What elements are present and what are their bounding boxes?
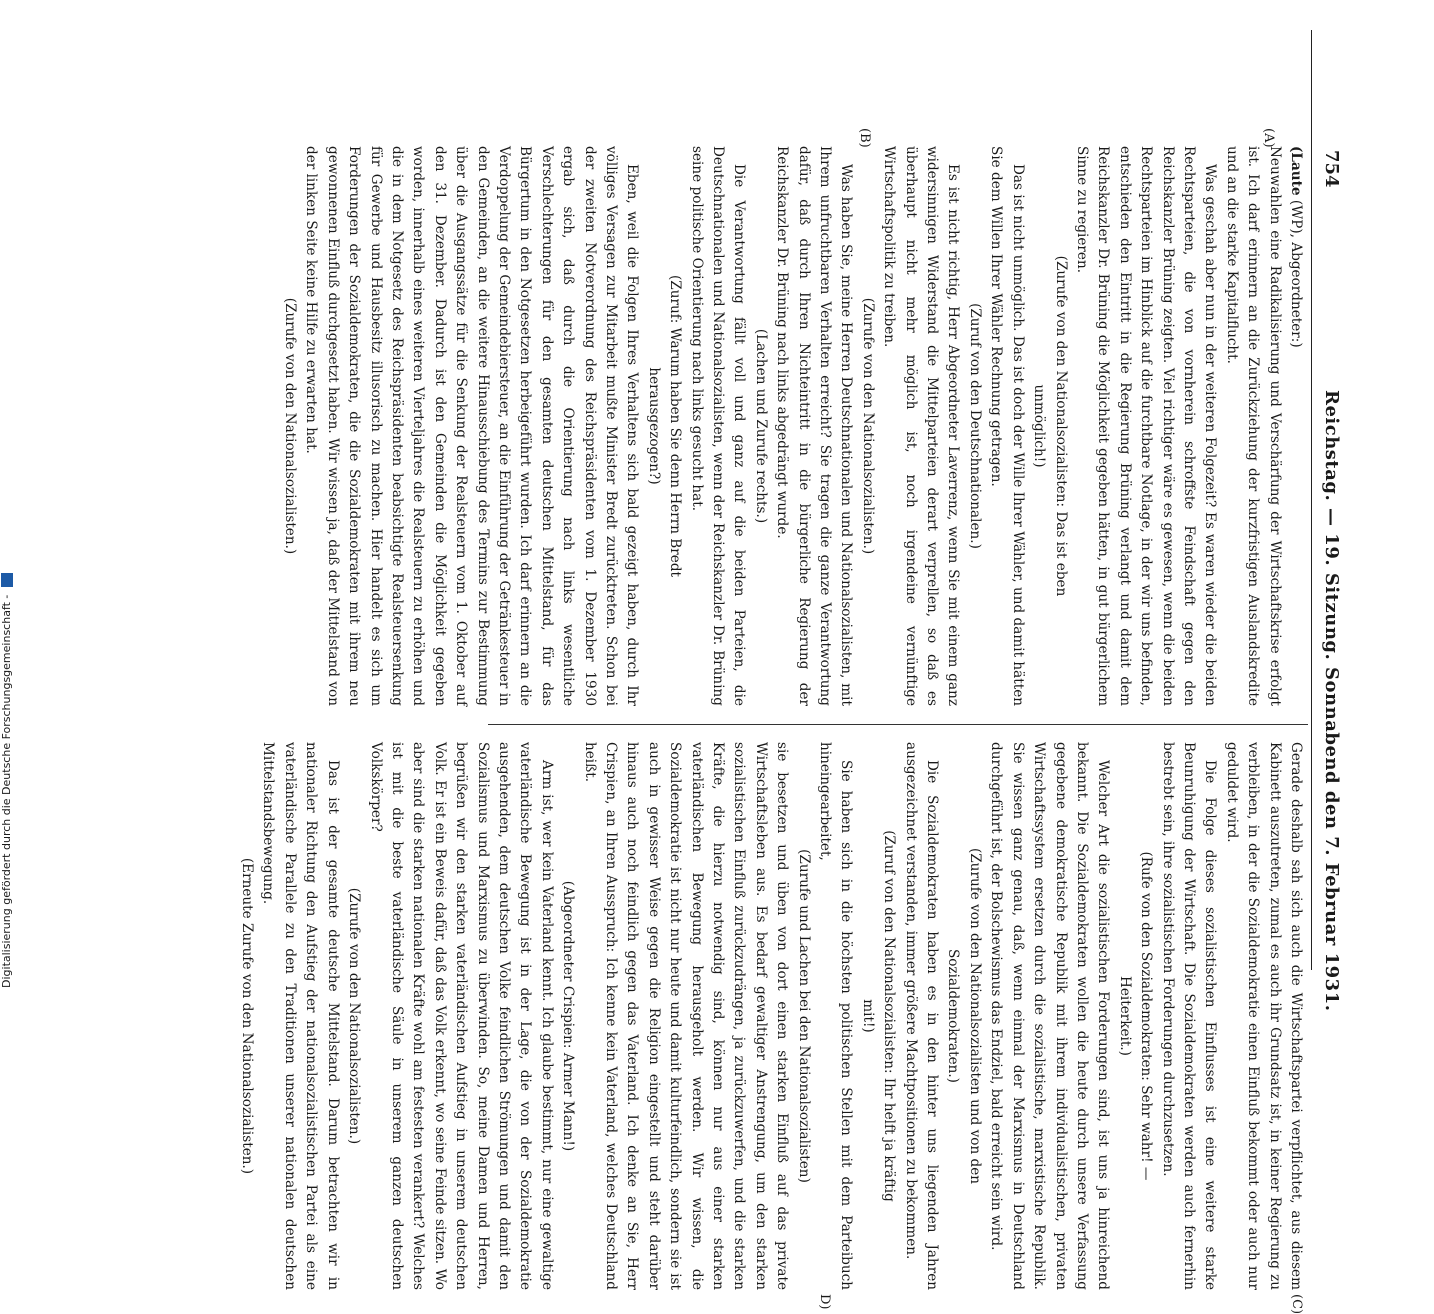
margin-mark-a: (A): [1261, 128, 1276, 148]
paragraph: [899, 742, 942, 1290]
paragraph-text: (WP), Abgeordneter:): [1288, 195, 1304, 348]
paragraph-text: Es ist nicht richtig, Herr Abgeordneter Laverrenz, wenn Sie mit einem ganz widersinnigen Widerstand die Mittelparteien derart verprellen, so daß es überhaupt nicht mehr möglich ist, noch irgendeine vernünftige Wirtschaftspolitik zu treiben.: [881, 146, 962, 706]
paragraph-text: (Zurufe von den Nationalsozialisten: Das ist eben unmöglich!): [1031, 255, 1069, 597]
paragraph: [1071, 146, 1221, 706]
paragraph-text: (Zurufe und Lachen bei den Nationalsozialisten): [795, 849, 812, 1183]
paragraph: [1220, 146, 1284, 706]
column-divider: [488, 724, 1308, 725]
interjection: [942, 742, 985, 1290]
dfg-logo-icon: [1, 573, 13, 587]
paragraph-text: (Zuruf von den Nationalsozialisten: Ihr helft ja kräftig mit!): [859, 830, 898, 1202]
page-header: [1311, 30, 1342, 1012]
paragraph: [985, 146, 1028, 706]
paragraph-text: Sie haben sich in die höchsten politischen Stellen mit dem Parteibuch hineingearbeitet,: [817, 742, 855, 1290]
margin-mark-c: (C): [1289, 1294, 1304, 1314]
interjection: [343, 742, 364, 1290]
paragraph-text: Das ist der gesamte deutsche Mittelstand. Darum betrachten wir in nationaler Richtung den Aufstieg der nationalsozialistischen Partei als eine vaterländische Parallele zu den Traditionen unserer nationalen deutschen Mittelstandsbewegung.: [260, 742, 341, 1290]
paragraph-text: Die Verantwortung fällt voll und ganz auf die beiden Parteien, die Deutschnationalen und Nationalsozialisten, wenn der Reichskanzler Dr. Brüning seine politische Orientierung nach links gesucht hat.: [688, 146, 748, 706]
footer-credit-text: Digitalisierung gefördert durch die Deutsche Forschungsgemeinschaft -: [0, 594, 13, 988]
paragraph-text: Die Sozialdemokraten haben es in den hinter uns liegenden Jahren ausgezeichnet verstanden, immer größere Machtpositionen zu bekommen.: [902, 742, 941, 1290]
paragraph-text: Was haben Sie, meine Herren Deutschnationalen und Nationalsozialisten, mit Ihrem unfruchtbaren Verhalten erreicht? Sie tragen die ganze Verantwortung dafür, daß durch Ihren Nichteintritt in die bürgerliche Regierung der Reichskanzler Dr. Brüning nach links abgedrängt wurde.: [774, 146, 855, 706]
paragraph-text: (Zurufe von den Nationalsozialisten und von den Sozialdemokraten.): [945, 847, 983, 1185]
paragraph-text: (Zuruf von den Deutschnationalen.): [966, 303, 983, 549]
paragraph-text: (Abgeordneter Crispien: Armer Mann!): [560, 880, 577, 1152]
interjection: [792, 742, 813, 1290]
paragraph: [300, 146, 643, 706]
paragraph: [1285, 146, 1306, 706]
interjection: [856, 742, 899, 1290]
paragraph-text: (Erneute Zurufe von den Nationalsozialisten.): [239, 857, 256, 1175]
paragraph: [771, 146, 857, 706]
text-column-left: [279, 146, 1307, 706]
interjection: [1028, 146, 1071, 706]
paragraph: [685, 146, 749, 706]
page-number: 754: [1321, 150, 1342, 188]
margin-mark-d: D): [817, 1294, 832, 1310]
interjection: [236, 742, 257, 1290]
interjection: [1113, 742, 1156, 1290]
header-title: Reichstag. — 19. Sitzung. Sonnabend den 7. Februar 1931.: [1321, 390, 1342, 1012]
margin-mark-b: (B): [857, 128, 872, 148]
paragraph: [985, 742, 1113, 1290]
interjection: [749, 146, 770, 706]
paragraph-text: Eben, weil die Folgen Ihres Verhaltens sich bald gezeigt haben, durch Ihr völliges Versagen zur Mitarbeit mußte Minister Bredt zurücktreten. Schon bei der zweiten Notverordnung des Reichspräsidenten vom 1. Dezember 1930 ergab sich, daß durch die Orientierung nach links wesentliche Verschlechterungen für den gesamten deutschen Mittelstand, für das Bürgertum in den Notgesetzen herbeigeführt wurden. Ich darf erinnern an die Verdoppelung der Gemeindebiersteuer, an die Einführung der Getränkesteuer in den Gemeinden, an die weitere Hinausschiebung des Termins zur Bestimmung über die Ausgangssätze für die Senkung der Realsteuern vom 1. Oktober auf den 31. Dezember. Dadurch ist den Gemeinden die Möglichkeit gegeben worden, innerhalb eines weiteren Vierteljahres die Realsteuern zu erhöhen und die in dem Notgesetz des Reichspräsidenten beabsichtigte Realsteuersenkung für Gewerbe und Hausbesitz illusorisch zu machen. Hier handelt es sich um Forderungen der Sozialdemokraten, die die Sozialdemokraten mit ihrem neu gewonnenen Einfluß durchgesetzt haben. Wir wissen ja, daß der Mittelstand von der linken Seite keine Hilfe zu erwarten hat.: [303, 146, 641, 706]
interjection: [279, 146, 300, 706]
paragraph-text: Arm ist, wer kein Vaterland kennt. Ich glaube bestimmt, nur eine gewaltige vaterländische Bewegung ist in der Lage, die von der Sozialdemokratie ausgehenden, dem deutschen Volke feindlichen Strömungen und damit den Sozialismus und Marxismus zu überwinden. So, meine Damen und Herren, begrüßen wir den starken vaterländischen Aufstieg in unserem deutschen Volk. Er ist ein Beweis dafür, daß das Volk erkennt, wo seine Feinde sitzen. Wo aber sind die starken nationalen Kräfte wohl am festesten verankert? Welches ist mit die beste vaterländische Säule in unserem ganzen deutschen Volkskörper?: [367, 742, 555, 1290]
interjection: [557, 742, 578, 1290]
paragraph-text: (Rufe von den Sozialdemokraten: Sehr wahr! — Heiterkeit.): [1116, 851, 1155, 1181]
interjection: [642, 146, 685, 706]
paragraph-text: sie besetzen und üben von dort einen starken Einfluß auf das private Wirtschaftsleben aus. Es bedarf gewaltiger Anstrengung, um den starken sozialistischen Einfluß zurückzudrängen, ja zurückzuwerfen, und die starken Kräfte, die hierzu notwendig sind, können nur aus einer starken vaterländischen Bewegung herausgeholt werden. Wir wissen, die Sozialdemokratie ist nicht nur heute und damit kulturfeindlich, sondern sie ist auch in gewisser Weise gegen die Religion eingestellt und steht darüber hinaus auch noch feindlich gegen das Vaterland. Ich denke an Sie, Herr Crispien, an Ihren Ausspruch: Ich kenne kein Vaterland, welches Deutschland heißt.: [581, 742, 791, 1290]
paragraph: [578, 742, 792, 1290]
paragraph-text: Welcher Art die sozialistischen Forderungen sind, ist uns ja hinreichend bekannt. Die Sozialdemokraten wollen die heute durch unsere Verfassung gegebene demokratische Republik mit ihrem individualistischen, privaten Wirtschaftssystem ersetzen durch die sozialistische, marxistische Republik. Sie wissen ganz genau, daß, wenn einmal der Marxismus in Deutschland durchgeführt ist, der Bolschewismus das Endziel, bald erreicht sein wird.: [988, 742, 1112, 1290]
interjection: [964, 146, 985, 706]
paragraph: [878, 146, 964, 706]
speaker-name: (Laute: [1288, 146, 1304, 196]
paragraph: [364, 742, 557, 1290]
paragraph-text: Neuwahlen eine Radikalisierung und Verschärfung der Wirtschaftskrise erfolgt ist. Ich darf erinnern an die Zurückziehung der kurzfristigen Auslandskredite und an die starke Kapitalflucht.: [1223, 146, 1283, 706]
interjection: [856, 146, 877, 706]
paragraph-text: (Zurufe von den Nationalsozialisten.): [859, 297, 876, 555]
footer-strip: [0, 0, 20, 1000]
paragraph: [257, 742, 343, 1290]
text-column-right: [236, 742, 1306, 1290]
paragraph: [814, 742, 857, 1290]
paragraph: [1220, 742, 1306, 1290]
paragraph-text: Gerade deshalb sah sich auch die Wirtschaftspartei verpflichtet, aus diesem Kabinett auszutreten, zumal es auch ihr Grundsatz ist, in keiner Regierung zu verbleiben, in der die Sozialdemokratie einen Einfluß bekommt oder auch nur geduldet wird.: [1223, 742, 1304, 1290]
footer-credit: [0, 8, 20, 988]
paragraph-text: Was geschah aber nun in der weiteren Folgezeit? Es waren wieder die beiden Rechtsparteien, die von vornherein schroffste Feindschaft gegen den Reichskanzler Brüning zeigten. Viel richtiger wäre es gewesen, wenn die beiden Rechtsparteien im Hinblick auf die furchtbare Notlage, in der wir uns befinden, entschieden den Eintritt in die Regierung Brüning verlangt und damit dem Reichskanzler Dr. Brüning die Möglichkeit gegeben hätten, in gut bürgerlichem Sinne zu regieren.: [1073, 146, 1219, 706]
paragraph: [1156, 742, 1220, 1290]
paragraph-text: (Zurufe von den Nationalsozialisten.): [281, 297, 298, 555]
paragraph-text: (Zuruf: Warum haben Sie denn Herrn Bredt herausgezogen?): [645, 274, 684, 577]
paragraph-text: Die Folge dieses sozialistischen Einflusses ist eine weitere starke Beunruhigung der Wirtschaft. Die Sozialdemokraten werden auch fernerhin bestrebt sein, ihre sozialistischen Forderungen durchzusetzen.: [1159, 742, 1219, 1290]
paragraph-text: (Zurufe von den Nationalsozialisten.): [346, 887, 363, 1145]
paragraph-text: Das ist nicht unmöglich. Das ist doch der Wille Ihrer Wähler, und damit hätten Sie dem Willen Ihrer Wähler Rechnung getragen.: [988, 146, 1026, 706]
paragraph-text: (Lachen und Zurufe rechts.): [752, 328, 769, 524]
